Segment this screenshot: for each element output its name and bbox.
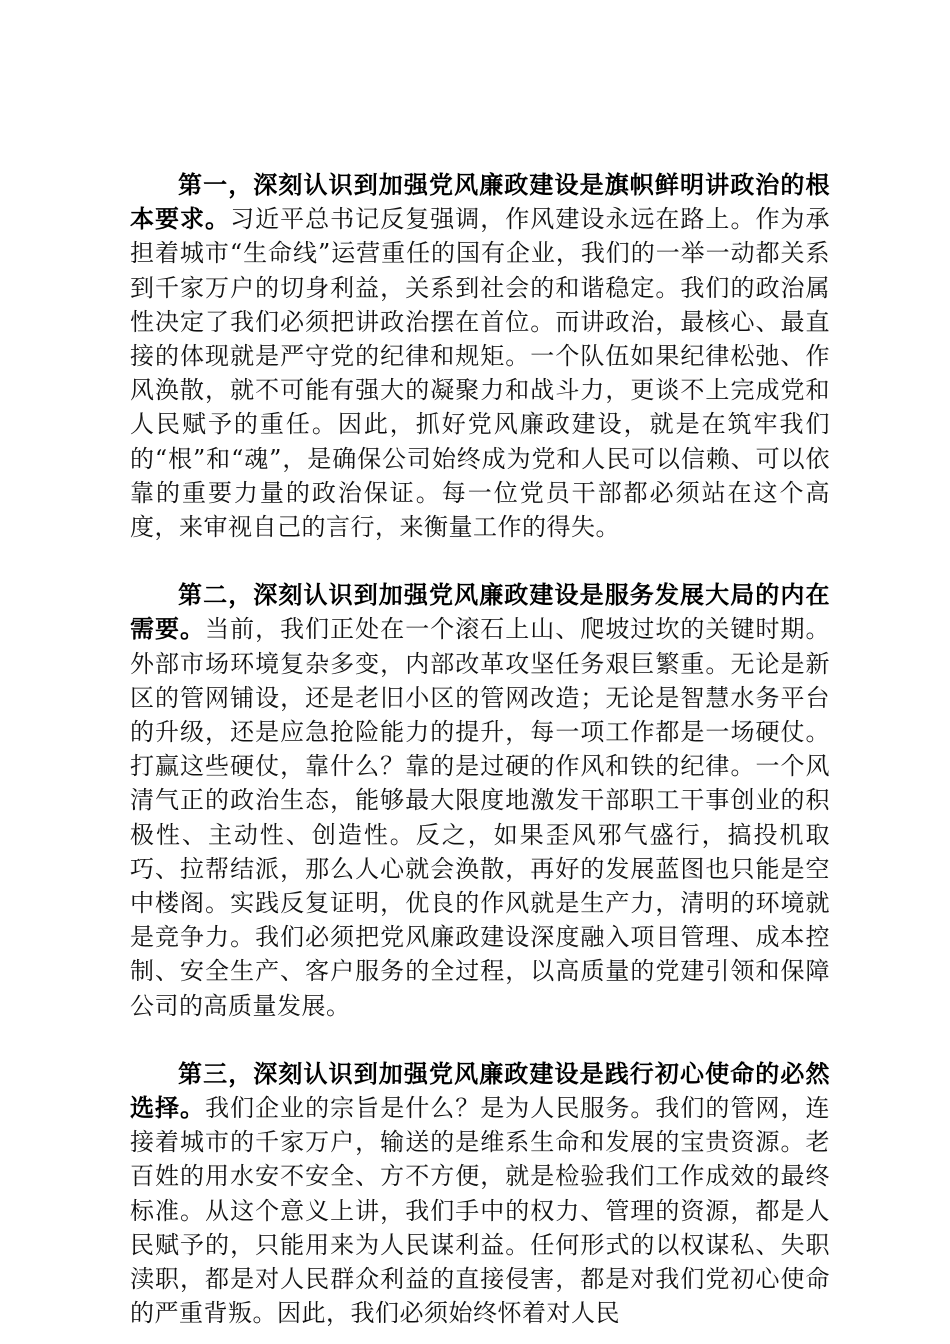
paragraph-third [130, 1057, 830, 1331]
paragraph-second [130, 578, 830, 1023]
paragraph-body: 习近平总书记反复强调，作风建设永远在路上。作为承担着城市“生命线”运营重任的国有企业，我们的一举一动都关系到千家万户的切身利益，关系到社会的和谐稳定。我们的政治属性决定了我们必须把讲政治摆在首位。而讲政治，最核心、最直接的体现就是严守党的纪律和规矩。一个队伍如果纪律松弛、作风涣散，就不可能有强大的凝聚力和战斗力，更谈不上完成党和人民赋予的重任。因此，抓好党风廉政建设，就是在筑牢我们的“根”和“魂”，是确保公司始终成为党和人民可以信赖、可以依靠的重要力量的政治保证。每一位党员干部都必须站在这个高度，来审视自己的言行，来衡量工作的得失。 [130, 205, 831, 542]
paragraph-lead: 第二，深刻认识到加强党风廉政建设是服务发展大局的内在需要。 [130, 581, 830, 644]
paragraph-lead: 第三，深刻认识到加强党风廉政建设是践行初心使命的必然选择。 [130, 1059, 830, 1123]
paragraph-body: 当前，我们正处在一个滚石上山、爬坡过坎的关键时期。外部市场环境复杂多变，内部改革攻坚任务艰巨繁重。无论是新区的管网铺设，还是老旧小区的管网改造；无论是智慧水务平台的升级，还是应急抢险能力的提升，每一项工作都是一场硬仗。打赢这些硬仗，靠什么？靠的是过硬的作风和铁的纪律。一个风清气正的政治生态，能够最大限度地激发干部职工干事创业的积极性、主动性、创造性。反之，如果歪风邪气盛行，搞投机取巧、拉帮结派，那么人心就会涣散，再好的发展蓝图也只能是空中楼阁。实践反复证明，优良的作风就是生产力，清明的环境就是竞争力。我们必须把党风廉政建设深度融入项目管理、成本控制、安全生产、客户服务的全过程，以高质量的党建引领和保障公司的高质量发展。 [130, 615, 831, 1020]
paragraph-first [130, 168, 830, 544]
paragraph-lead: 第一，深刻认识到加强党风廉政建设是旗帜鲜明讲政治的根本要求。 [130, 171, 830, 234]
paragraph-body: 我们企业的宗旨是什么？是为人民服务。我们的管网，连接着城市的千家万户，输送的是维系生命和发展的宝贵资源。老百姓的用水安不安全、方不方便，就是检验我们工作成效的最终标准。从这个意义上讲，我们手中的权力、管理的资源，都是人民赋予的，只能用来为人民谋利益。任何形式的以权谋私、失职渎职，都是对人民群众利益的直接侵害，都是对我们党初心使命的严重背叛。因此，我们必须始终怀着对人民 [130, 1094, 831, 1328]
document-page [130, 168, 830, 1331]
